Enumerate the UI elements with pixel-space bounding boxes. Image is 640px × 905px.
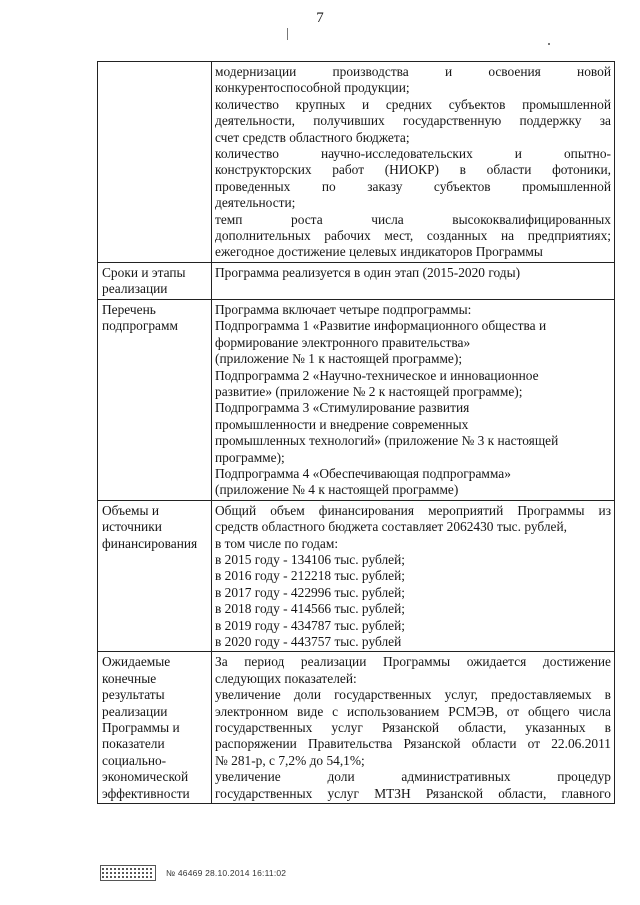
table-row: [98, 262, 615, 299]
content-line: деятельности, получивших государственную поддержку за: [215, 113, 611, 129]
content-line: формирование электронного правительства»: [215, 334, 471, 350]
content-line: дополнительных рабочих мест, созданных на предприятиях;: [215, 228, 611, 244]
content-line: распоряжении Правительства Рязанской области от 22.06.2011: [215, 736, 611, 752]
content-line: развитие» (приложение № 2 к настоящей программе);: [215, 383, 523, 399]
registry-stamp-icon: [100, 865, 156, 881]
content-line: увеличение доли государственных услуг, предоставляемых в: [215, 687, 611, 703]
row-label: [98, 62, 212, 263]
content-line: деятельности;: [215, 195, 296, 211]
content-line: проведенных по заказу субъектов промышленной: [215, 178, 611, 194]
content-line: увеличение доли административных процедур: [215, 769, 611, 785]
content-line: средств областного бюджета составляет 2062430 тыс. рублей,: [215, 519, 567, 535]
passport-table: [97, 61, 615, 804]
content-line: количество крупных и средних субъектов промышленной: [215, 96, 611, 112]
row-label: Сроки и этапы реализации: [98, 262, 212, 299]
registration-stamp-text: № 46469 28.10.2014 16:11:02: [166, 868, 287, 878]
content-line: в 2015 году - 134106 тыс. рублей;: [215, 551, 405, 567]
table-row: [98, 500, 615, 652]
row-label: Объемы и источники финансирования: [98, 500, 212, 652]
content-line: Программа реализуется в один этап (2015-2020 годы): [215, 264, 521, 280]
content-line: количество научно-исследовательских и опытно-: [215, 146, 611, 162]
row-content: [212, 262, 615, 299]
content-line: Программа включает четыре подпрограммы:: [215, 301, 472, 317]
table-row: [98, 652, 615, 804]
content-line: (приложение № 4 к настоящей программе): [215, 482, 459, 498]
row-content: [212, 62, 615, 263]
content-line: За период реализации Программы ожидается достижение: [215, 654, 611, 670]
content-line: промышленности и внедрение современных: [215, 416, 469, 432]
content-line: Подпрограмма 2 «Научно-техническое и инновационное: [215, 367, 539, 383]
content-line: в 2019 году - 434787 тыс. рублей;: [215, 617, 405, 633]
content-line: следующих показателей:: [215, 670, 357, 686]
content-line: № 281-р, с 7,2% до 54,1%;: [215, 752, 365, 768]
row-content: [212, 652, 615, 804]
content-line: счет средств областного бюджета;: [215, 129, 410, 145]
content-line: конкурентоспособной продукции;: [215, 80, 410, 96]
content-line: государственных услуг МТЗН Рязанской области, главного: [215, 785, 611, 801]
content-line: модернизации производства и освоения новой: [215, 64, 611, 79]
content-line: Подпрограмма 4 «Обеспечивающая подпрограмма»: [215, 465, 511, 481]
content-line: Подпрограмма 3 «Стимулирование развития: [215, 400, 470, 416]
content-line: конструкторских работ (НИОКР) в области фотоники,: [215, 162, 611, 178]
content-line: (приложение № 1 к настоящей программе);: [215, 351, 463, 367]
table-row: [98, 62, 615, 263]
content-line: в 2020 году - 443757 тыс. рублей: [215, 634, 402, 649]
table-row: [98, 299, 615, 500]
content-line: программе);: [215, 449, 285, 465]
content-line: ежегодное достижение целевых индикаторов Программы: [215, 244, 543, 260]
page-number: 7: [316, 10, 324, 26]
scan-mark-right: [548, 43, 550, 45]
row-label: Перечень подпрограмм: [98, 299, 212, 500]
scan-mark-top: [287, 28, 288, 40]
content-line: Подпрограмма 1 «Развитие информационного общества и: [215, 318, 547, 334]
content-line: Общий объем финансирования мероприятий Программы из: [215, 502, 611, 518]
content-line: темп роста числа высококвалифицированных: [215, 211, 611, 227]
content-line: промышленных технологий» (приложение № 3 к настоящей: [215, 433, 559, 449]
content-line: электронном виде с использованием РСМЭВ, от общего числа: [215, 703, 611, 719]
content-line: в 2017 году - 422996 тыс. рублей;: [215, 584, 405, 600]
content-line: в 2018 году - 414566 тыс. рублей;: [215, 601, 405, 617]
row-label: Ожидаемые конечные результаты реализации Программы и показатели социально-экономической эффективности: [98, 652, 212, 804]
content-line: государственных услуг Рязанской области, указанных в: [215, 720, 611, 736]
row-content: [212, 299, 615, 500]
document-footer: [100, 865, 286, 881]
content-line: в 2016 году - 212218 тыс. рублей;: [215, 568, 405, 584]
content-line: в том числе по годам:: [215, 535, 339, 551]
row-content: [212, 500, 615, 652]
